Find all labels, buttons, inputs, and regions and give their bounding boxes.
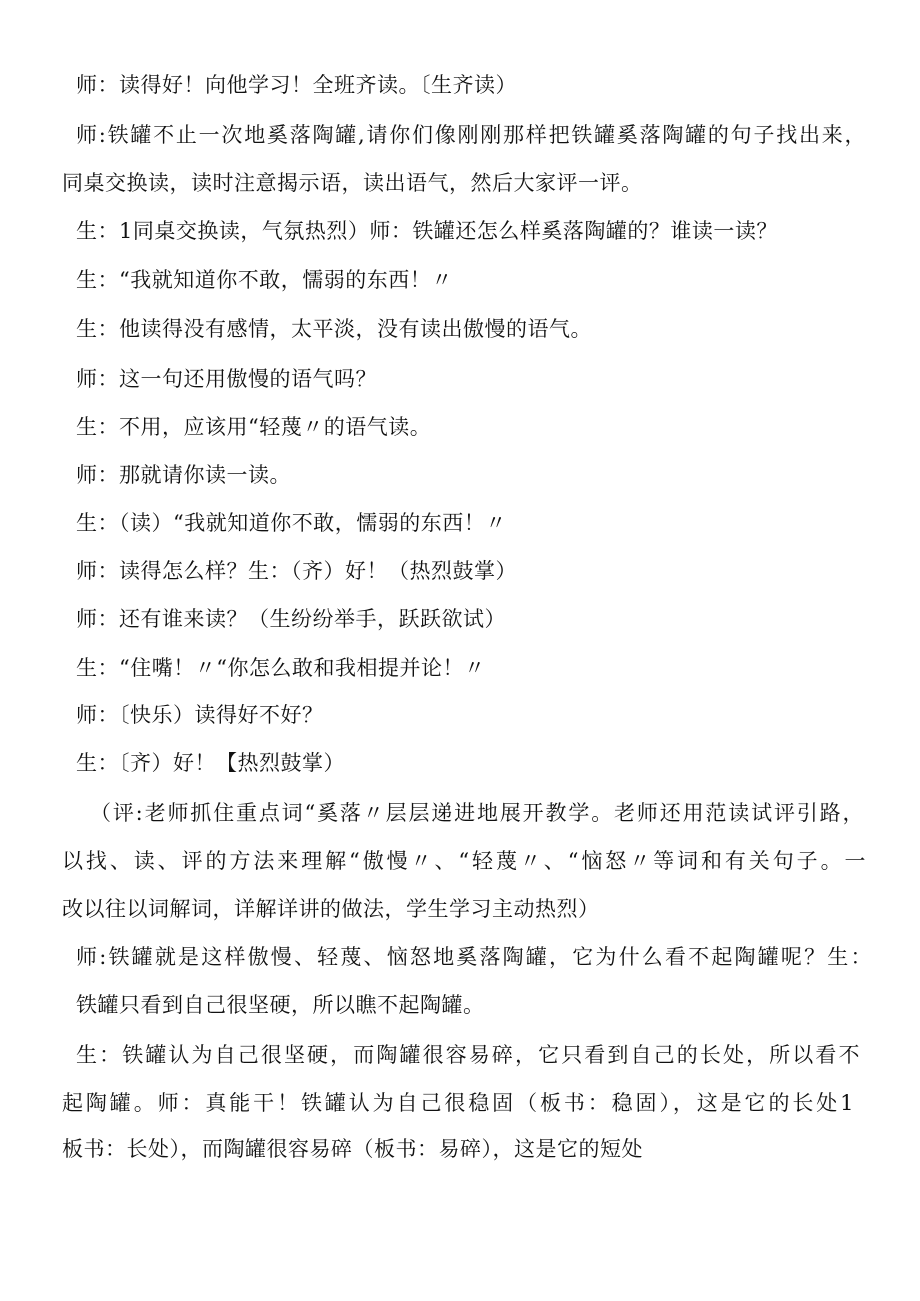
text-line: 生：“我就知道你不敢，懦弱的东西！〃 (76, 268, 453, 292)
text-line: 师：读得好！向他学习！全班齐读。〔生齐读） (76, 73, 517, 97)
text-line: 生：1同桌交换读，气氛热烈）师：铁罐还怎么样奚落陶罐的？谁读一读？ (76, 219, 778, 243)
text-line: 生：〔齐）好！【热烈鼓掌） (76, 751, 345, 775)
text-line: 生：他读得没有感情，太平淡，没有读出傲慢的语气。 (76, 317, 592, 341)
text-line: 师：读得怎么样？生：（齐）好！（热烈鼓掌） (76, 559, 517, 583)
text-line: 以找、读、评的方法来理解“傲慢〃、“轻蔑〃、“恼怒〃等词和有关句子。一 (62, 849, 866, 873)
text-line: 起陶罐。师：真能干！铁罐认为自己很稳固（板书：稳固），这是它的长处1 (62, 1091, 854, 1115)
text-line: 铁罐只看到自己很坚硬，所以瞧不起陶罐。 (76, 993, 485, 1017)
text-line: 师：那就请你读一读。 (76, 463, 291, 487)
text-line: 师:铁罐不止一次地奚落陶罐,请你们像刚刚那样把铁罐奚落陶罐的句子找出来， (76, 123, 866, 147)
text-line: 改以往以词解词，详解详讲的做法，学生学习主动热烈） (62, 897, 600, 921)
text-line: 师：这一句还用傲慢的语气吗？ (76, 367, 377, 391)
text-line: 同桌交换读，读时注意揭示语，读出语气，然后大家评一评。 (62, 171, 643, 195)
text-line: 生：铁罐认为自己很坚硬，而陶罐很容易碎，它只看到自己的长处，所以看不 (76, 1043, 860, 1067)
text-line: 生：不用，应该用“轻蔑〃的语气读。 (76, 415, 432, 439)
text-line: 生：“住嘴！〃“你怎么敢和我相提并论！〃 (76, 656, 486, 680)
text-line: 生：（读）“我就知道你不敢，懦弱的东西！〃 (76, 511, 507, 535)
text-line: 师：〔快乐）读得好不好？ (76, 703, 324, 727)
text-line: 师：还有谁来读？（生纷纷举手，跃跃欲试） (76, 607, 506, 631)
text-line: （评:老师抓住重点词“奚落〃层层递进地展开教学。老师还用范读试评引路， (90, 801, 864, 825)
text-line: 师:铁罐就是这样傲慢、轻蔑、恼怒地奚落陶罐，它为什么看不起陶罐呢？生： (76, 945, 872, 969)
text-line: 板书：长处），而陶罐很容易碎（板书：易碎），这是它的短处 (62, 1137, 643, 1161)
